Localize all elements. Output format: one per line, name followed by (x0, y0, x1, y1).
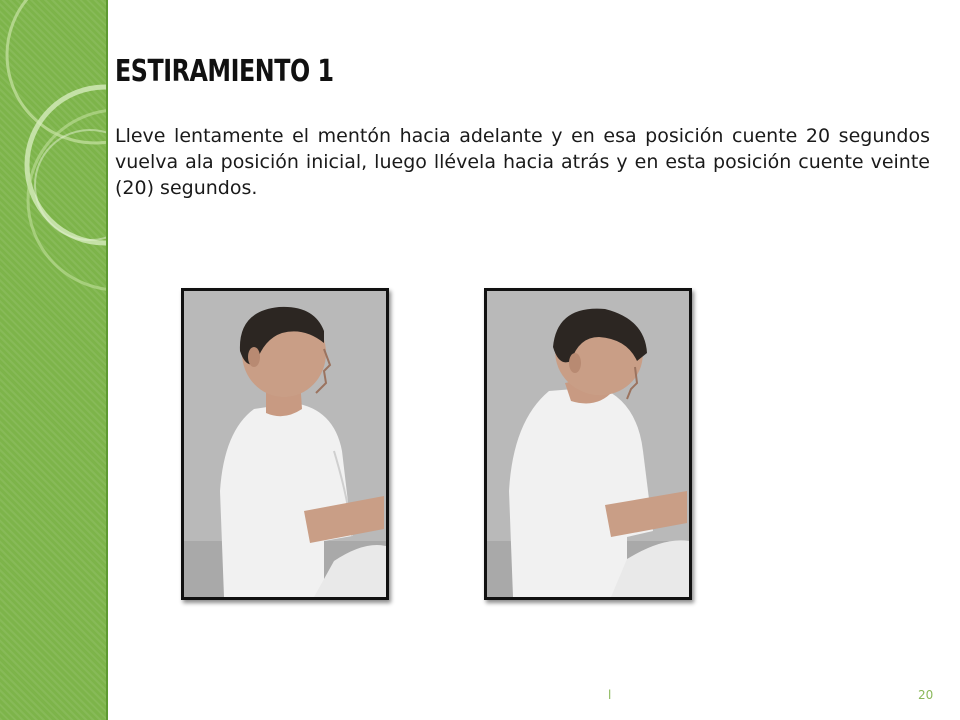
footer-mark: l (608, 688, 612, 702)
head-flexed-photo (484, 288, 692, 600)
decorative-sidebar (0, 0, 108, 720)
slide-title: ESTIRAMIENTO 1 (115, 54, 334, 89)
slide-body-text: Lleve lentamente el mentón hacia adelante y en esa posición cuente 20 segundos vuelva ala posición inicial, luego llévela hacia atrás y en esta posición cuente veinte (20) segundos. (115, 125, 930, 199)
page-number: 20 (918, 688, 934, 702)
decorative-rings (0, 0, 106, 720)
head-neutral-photo (181, 288, 389, 600)
